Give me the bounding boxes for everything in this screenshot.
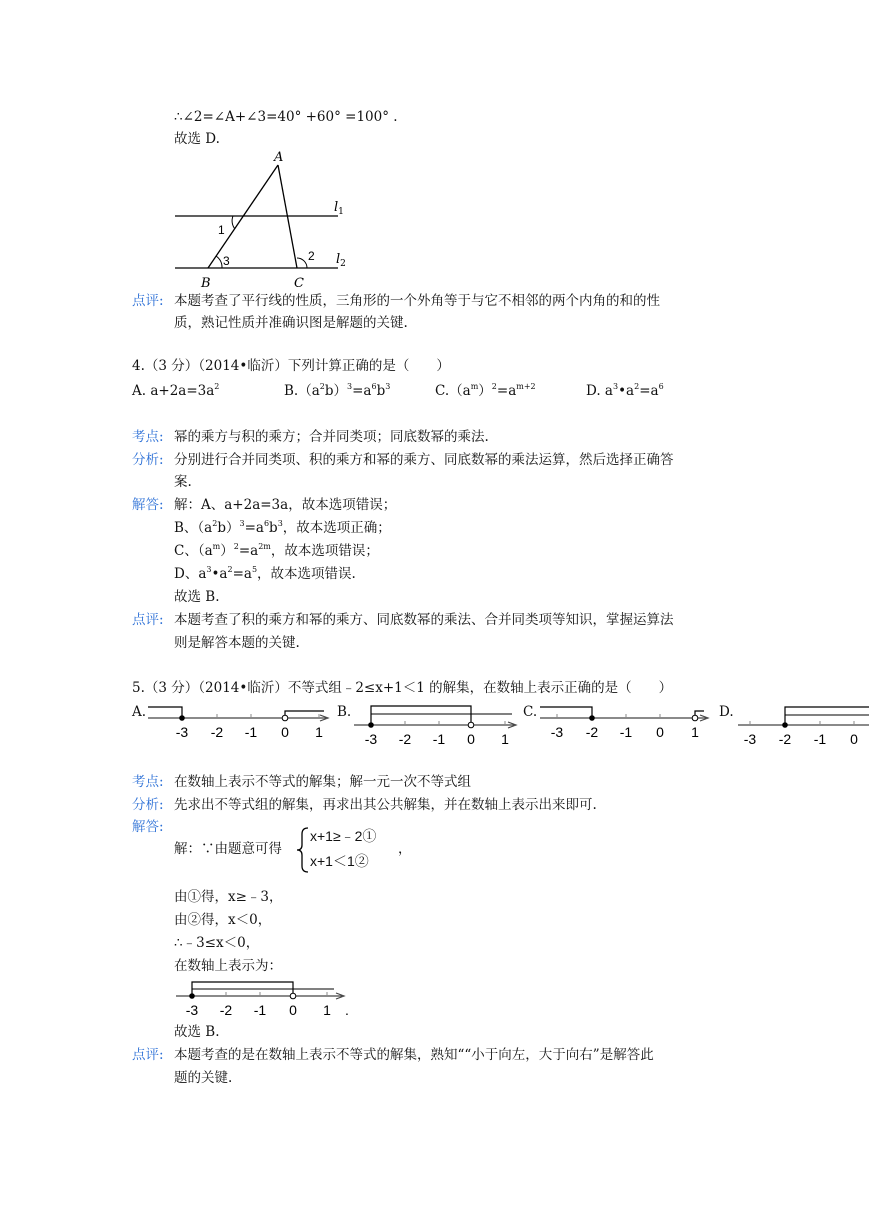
tick-label: -1 bbox=[619, 724, 633, 740]
tick-label: 1 bbox=[315, 724, 323, 740]
tick-label: -3 bbox=[364, 731, 378, 747]
tick-label: 0 bbox=[850, 731, 858, 747]
q4-fenxi-line1: 分别进行合并同类项、积的乘方和幂的乘方、同底数幂的乘法运算，然后选择正确答 bbox=[174, 452, 674, 468]
label-C: C bbox=[294, 276, 304, 291]
tick-label: -1 bbox=[253, 1002, 267, 1018]
q4-option-b: $B.(a^2b)^3=a^6b^3$ bbox=[284, 382, 391, 399]
q5-answer: 故选 B. bbox=[174, 1024, 220, 1040]
tick-label: -2 bbox=[398, 731, 412, 747]
tick-label: -2 bbox=[210, 724, 224, 740]
system-brace bbox=[296, 826, 310, 874]
q3-answer: 故选 D. bbox=[174, 131, 220, 147]
tick-label: 1 bbox=[501, 731, 509, 747]
q4-kaodian-label: 考点: bbox=[132, 429, 164, 445]
q5-step3: ∴﹣3≤x＜0， bbox=[174, 935, 260, 951]
q5-system-eq1: x+1≥﹣2① bbox=[310, 828, 377, 844]
tick-label: 0 bbox=[656, 724, 664, 740]
q5-step1: 由①得，x≥﹣3， bbox=[174, 889, 283, 905]
q5-dianping-line1: 本题考查的是在数轴上表示不等式的解集，熟知““小于向左，大于向右”是解答此 bbox=[174, 1047, 654, 1063]
line-l1: $l_1$ bbox=[334, 200, 344, 217]
number-line-a bbox=[146, 703, 336, 745]
q4-dianping-line1: 本题考查了积的乘方和幂的乘方、同底数幂的乘法、合并同类项等知识，掌握运算法 bbox=[174, 612, 674, 628]
q5-step4: 在数轴上表示为： bbox=[174, 958, 282, 974]
q5-kaodian: 在数轴上表示不等式的解集；解一元一次不等式组 bbox=[174, 774, 471, 790]
number-line-c bbox=[538, 703, 718, 745]
q5-system-end: ， bbox=[398, 841, 412, 857]
number-line-b bbox=[352, 703, 522, 747]
q4-solution-b: B、$(a^2b)^3=a^6b^3$，故本选项正确； bbox=[174, 519, 391, 536]
q4-dianping-line2: 则是解答本题的关键. bbox=[174, 635, 300, 651]
q5-stem: 5.（3 分）（2014•临沂）不等式组﹣2≤x+1＜1 的解集，在数轴上表示正确的是（ ） bbox=[132, 680, 673, 696]
tick-label: -3 bbox=[185, 1002, 199, 1018]
q5-dianping-line2: 题的关键. bbox=[174, 1070, 233, 1086]
q5-option-d-label: D. bbox=[719, 704, 734, 720]
q3-conclusion: ∴∠2=∠A+∠3=40° +60° =100° . bbox=[174, 109, 398, 125]
q5-fenxi: 先求出不等式组的解集，再求出其公共解集，并在数轴上表示出来即可. bbox=[174, 797, 597, 813]
label-A: A bbox=[274, 150, 284, 165]
q5-system-eq2: x+1＜1② bbox=[310, 853, 369, 869]
number-line-answer bbox=[174, 978, 354, 1022]
q5-step2: 由②得，x＜0， bbox=[174, 912, 272, 928]
q5-option-b-label: B. bbox=[337, 704, 352, 720]
q5-dianping-label: 点评: bbox=[132, 1047, 164, 1063]
tick-label: -1 bbox=[432, 731, 446, 747]
q5-option-c-label: C. bbox=[523, 704, 538, 720]
q4-jieda-label: 解答: bbox=[132, 497, 164, 513]
q4-answer: 故选 B. bbox=[174, 589, 220, 605]
q3-comment-line2: 质，熟记性质并准确识图是解题的关键. bbox=[174, 315, 408, 331]
q5-system-intro: 解：∵由题意可得 bbox=[174, 841, 282, 857]
q4-stem: 4.（3 分）（2014•临沂）下列计算正确的是（ ） bbox=[132, 358, 450, 374]
q4-solution-c: C、$(a^m)^2=a^{2m}$，故本选项错误； bbox=[174, 542, 379, 559]
triangle-parallel-lines-figure bbox=[170, 148, 360, 290]
angle-2: 2 bbox=[308, 249, 315, 263]
answer-period: . bbox=[345, 1002, 349, 1018]
q5-jieda-label: 解答: bbox=[132, 819, 164, 835]
label-B: B bbox=[201, 276, 211, 291]
tick-label: -3 bbox=[550, 724, 564, 740]
tick-label: -2 bbox=[219, 1002, 233, 1018]
q3-comment-label: 点评: bbox=[132, 293, 164, 309]
tick-label: 1 bbox=[691, 724, 699, 740]
tick-label: -3 bbox=[175, 724, 189, 740]
q4-solution-a: 解：A、a+2a=3a，故本选项错误； bbox=[174, 497, 397, 513]
q4-fenxi-line2: 案. bbox=[174, 474, 192, 490]
tick-label: -1 bbox=[244, 724, 258, 740]
q4-fenxi-label: 分析: bbox=[132, 452, 164, 468]
angle-1: 1 bbox=[218, 223, 225, 237]
q4-option-c: $C.(a^m)^2=a^{m+2}$ bbox=[435, 382, 536, 399]
q4-option-d: D. $a^3•a^2=a^6$ bbox=[586, 382, 664, 399]
tick-label: 0 bbox=[467, 731, 475, 747]
q4-dianping-label: 点评: bbox=[132, 612, 164, 628]
line-l2: $l_2$ bbox=[336, 252, 346, 269]
tick-label: -3 bbox=[743, 731, 757, 747]
q4-kaodian: 幂的乘方与积的乘方；合并同类项；同底数幂的乘法. bbox=[174, 429, 489, 445]
number-line-d bbox=[736, 703, 869, 747]
tick-label: -2 bbox=[778, 731, 792, 747]
q4-option-a: A. $a+2a=3a^2$ bbox=[132, 382, 220, 399]
tick-label: -1 bbox=[813, 731, 827, 747]
q3-comment-line1: 本题考查了平行线的性质，三角形的一个外角等于与它不相邻的两个内角的和的性 bbox=[174, 293, 660, 309]
tick-label: 0 bbox=[289, 1002, 297, 1018]
tick-label: 1 bbox=[323, 1002, 331, 1018]
angle-3: 3 bbox=[223, 254, 230, 268]
tick-label: 0 bbox=[281, 724, 289, 740]
q4-solution-d: D、$a^3•a^2=a^5$，故本选项错误. bbox=[174, 565, 356, 582]
q5-fenxi-label: 分析: bbox=[132, 797, 164, 813]
tick-label: -2 bbox=[585, 724, 599, 740]
q5-option-a-label: A. bbox=[132, 704, 147, 720]
q5-kaodian-label: 考点: bbox=[132, 774, 164, 790]
